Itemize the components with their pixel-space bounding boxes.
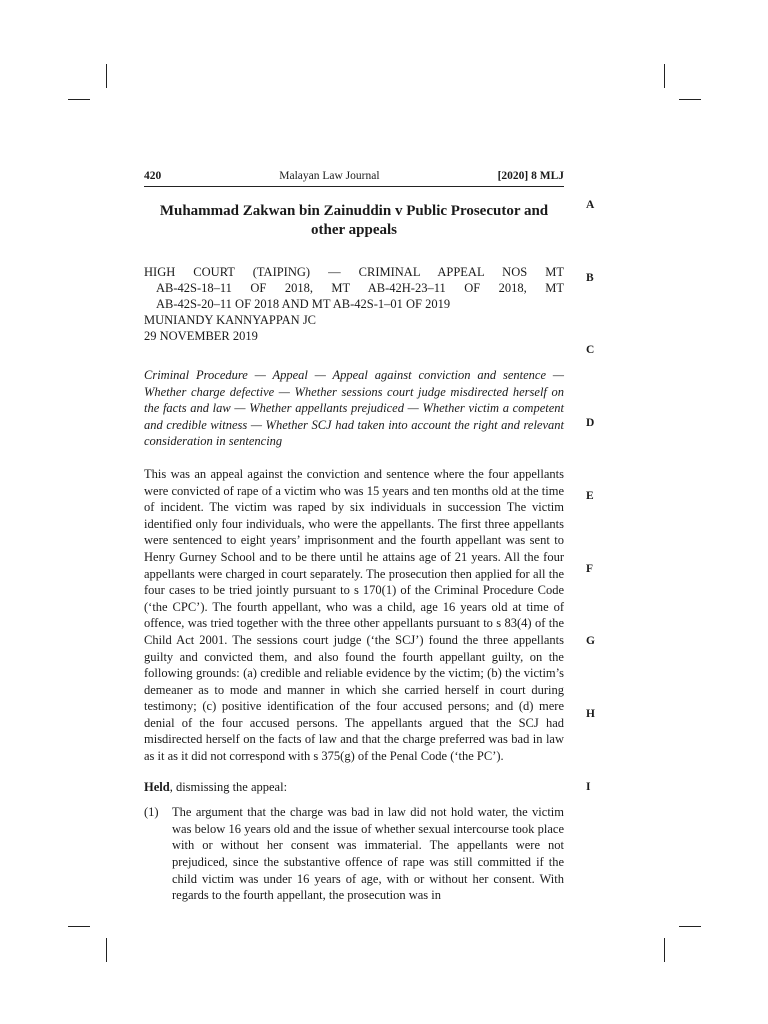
judgment-date: 29 NOVEMBER 2019 xyxy=(144,329,258,343)
margin-letter: F xyxy=(586,563,594,575)
crop-mark xyxy=(679,926,701,927)
held-label: Held xyxy=(144,779,170,794)
margin-letter: E xyxy=(586,490,594,502)
judge-name: MUNIANDY KANNYAPPAN JC xyxy=(144,313,317,327)
case-summary: This was an appeal against the conviction and sentence where the four appellants were convicted of rape of a victim who was 15 years and ten months old at the time of incident. The victim was raped by six individuals in succession The victim identified only four individuals, who were the appellants. The first three appellants were sentenced to eight years’ imprisonment and the fourth appellant was sent to Henry Gurney School and to be there until he attains age of 21 years. All the four appellants were charged in court separately. The prosecution then applied for all the four cases to be tried jointly pursuant to s 170(1) of the Criminal Procedure Code (‘the CPC’). The fourth appellant, who was a child, age 16 years old at time of offence, was tried together with the three other appellants pursuant to s 83(4) of the Child Act 2001. The sessions court judge (‘the SCJ’) found the three appellants guilty and convicted them, and also found the fourth appellant guilty, on the following grounds: (a) credible and reliable evidence by the victim; (b) the victim’s demeaner as to mode and manner in which she carried herself in court during testimony; (c) positive identification of the four accused persons; and (d) mere denial of the four accused persons. The appellants argued that the SCJ had misdirected herself on the facts of law and that the charge preferred was bad in law as it as it did not correspond with s 375(g) of the Penal Code (‘the PC’). xyxy=(144,466,564,764)
margin-letter: H xyxy=(586,708,595,720)
held-item-text: The argument that the charge was bad in law did not hold water, the victim was below 16 years old and the issue of whether sexual intercourse took place with or without her consent was immaterial. The appellants were not prejudiced, since the substantive offence of rape was still committed if the child victim was under 16 years of age, with or without her consent. With regards to the fourth appellant, the prosecution was in xyxy=(172,805,564,903)
court-line: HIGH COURT (TAIPING) — CRIMINAL APPEAL NOS MT xyxy=(144,265,564,279)
margin-letter: I xyxy=(586,781,591,793)
held-heading xyxy=(144,779,564,796)
crop-mark xyxy=(68,926,90,927)
held-text: , dismissing the appeal: xyxy=(169,779,288,794)
held-item xyxy=(144,804,564,904)
margin-letter: D xyxy=(586,417,595,429)
page-number: 420 xyxy=(144,170,162,182)
journal-name: Malayan Law Journal xyxy=(279,170,380,182)
margin-letter: A xyxy=(586,199,595,211)
held-item-number: (1) xyxy=(144,805,159,820)
citation: [2020] 8 MLJ xyxy=(497,170,564,182)
page-content xyxy=(144,168,564,904)
catchwords: Criminal Procedure — Appeal — Appeal against conviction and sentence — Whether charge defective — Whether sessions court judge misdirected herself on the facts and law — Whether appellants prejudiced — Whether victim a competent and credible witness — Whether SCJ had taken into account the right and relevant consideration in sentencing xyxy=(144,368,564,449)
margin-letter: G xyxy=(586,635,595,647)
court-line: AB-42S-18–11 OF 2018, MT AB-42H-23–11 OF 2018, MT xyxy=(156,281,564,295)
court-details xyxy=(144,264,564,344)
running-header xyxy=(144,168,564,187)
case-title: Muhammad Zakwan bin Zainuddin v Public Prosecutor and other appeals xyxy=(159,203,549,238)
margin-letter: C xyxy=(586,344,595,356)
court-line: AB-42S-20–11 OF 2018 AND MT AB-42S-1–01 OF 2019 xyxy=(156,297,451,311)
margin-letter: B xyxy=(586,272,594,284)
crop-mark xyxy=(106,64,107,88)
crop-mark xyxy=(106,938,107,962)
crop-mark xyxy=(664,938,665,962)
crop-mark xyxy=(679,99,701,100)
crop-mark xyxy=(68,99,90,100)
crop-mark xyxy=(664,64,665,88)
